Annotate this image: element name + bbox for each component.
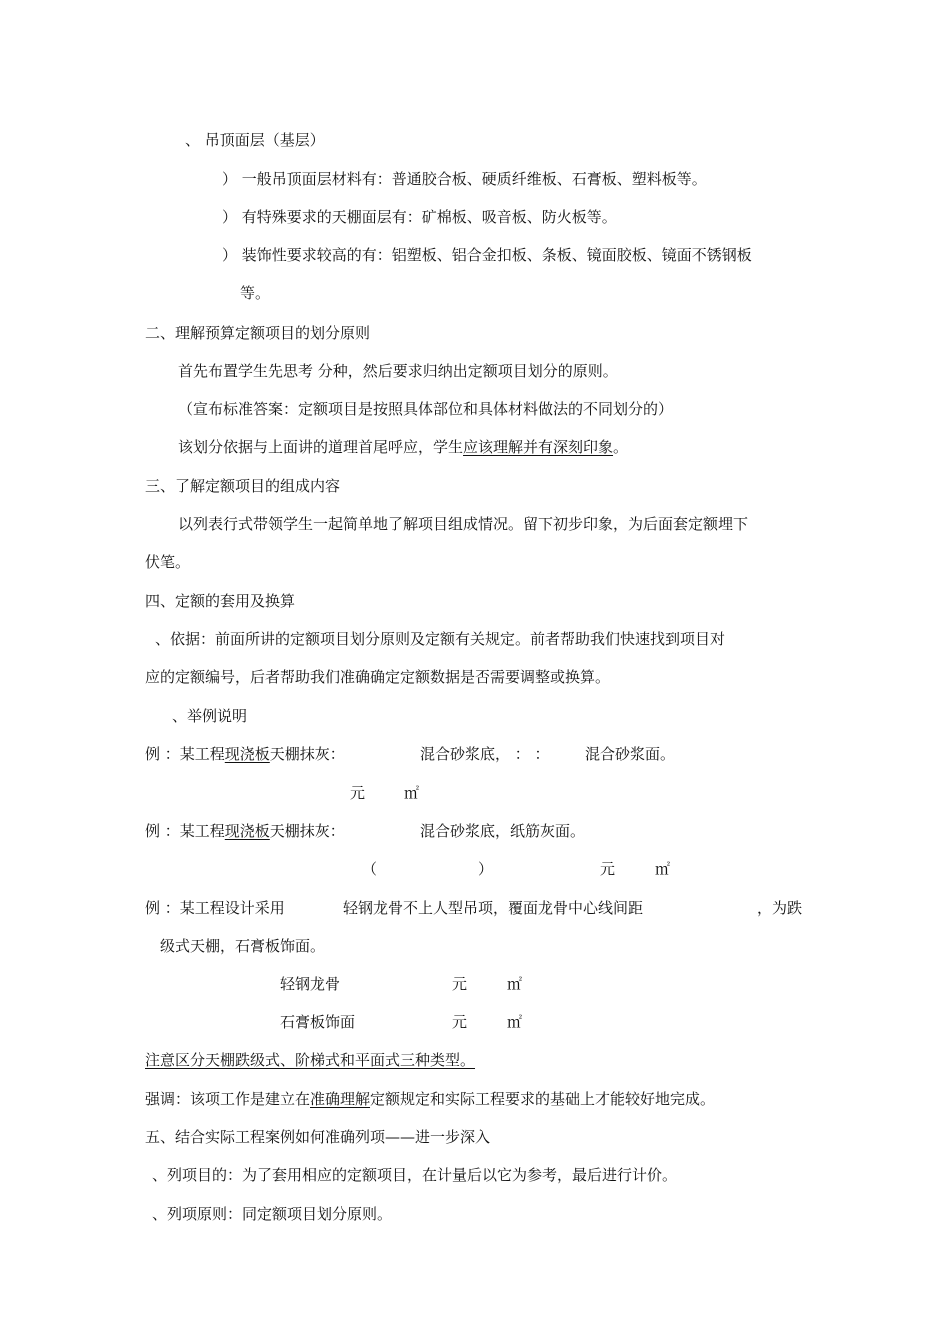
example-3-keel: 轻钢龙骨不上人型吊项，覆面龙骨中心线间距: [343, 899, 644, 917]
paragraph-answer: （宣布标准答案：定额项目是按照具体部位和具体材料做法的不同划分的）: [178, 400, 674, 418]
section-heading-ceiling-surface: 、 吊顶面层（基层）: [185, 131, 325, 149]
example-1-mix: 混合砂浆底， ： ：: [420, 745, 550, 763]
example-1-surface: 混合砂浆面。: [585, 745, 676, 763]
example-3-tail: ，为跌: [757, 899, 803, 917]
underlined-text: 现浇板: [224, 745, 270, 763]
underlined-text: 准确理解: [310, 1090, 371, 1108]
example-2: 例 ：某工程现浇板天棚抹灰：: [145, 822, 345, 840]
paragraph-basis-cont: 应的定额编号，后者帮助我们准确确定定额数据是否需要调整或换算。: [145, 668, 611, 686]
example-3-row1-unit: ㎡: [507, 975, 523, 993]
section-heading-5: 五、结合实际工程案例如何准确列项——进一步深入: [145, 1128, 491, 1146]
paragraph-basis: 、依据：前面所讲的定额项目划分原则及定额有关规定。前者帮助我们快速找到项目对: [155, 630, 726, 648]
paragraph-composition-cont: 伏笔。: [145, 553, 191, 571]
list-item-decorative-materials: ） 装饰性要求较高的有：铝塑板、铝合金扣板、条板、镜面胶板、镜面不锈钢板: [222, 246, 752, 264]
example-2-yuan: 元: [600, 860, 616, 878]
paragraph-purpose: 、列项目的：为了套用相应的定额项目，在计量后以它为参考，最后进行计价。: [152, 1166, 678, 1184]
example-1-unit: ㎡: [404, 784, 420, 802]
example-3-row2-yuan: 元: [452, 1013, 468, 1031]
paragraph-principle: 、列项原则：同定额项目划分原则。: [152, 1205, 393, 1223]
section-heading-4: 四、定额的套用及换算: [145, 592, 296, 610]
example-2-unit: ㎡: [655, 860, 671, 878]
list-item-special-materials: ） 有特殊要求的天棚面层有：矿棉板、吸音板、防火板等。: [222, 208, 617, 226]
example-3-cont: 级式天棚，石膏板饰面。: [160, 937, 326, 955]
example-2-rparen: ）: [478, 860, 494, 878]
example-2-lparen: （: [362, 860, 378, 878]
section-heading-3: 三、了解定额项目的组成内容: [145, 477, 341, 495]
example-2-mix: 混合砂浆底，纸筋灰面。: [420, 822, 586, 840]
list-item-decorative-materials-cont: 等。: [240, 284, 271, 302]
example-3-row1-name: 轻钢龙骨: [280, 975, 341, 993]
example-1-yuan: 元: [350, 784, 366, 802]
paragraph-think: 首先布置学生先思考 分种，然后要求归纳出定额项目划分的原则。: [178, 362, 618, 380]
example-3: 例 ：某工程设计采用: [145, 899, 285, 917]
underlined-text: 应该理解并有深刻印象: [463, 438, 614, 456]
examples-heading: 、举例说明: [172, 707, 248, 725]
section-heading-2: 二、理解预算定额项目的划分原则: [145, 324, 371, 342]
underlined-text: 现浇板: [224, 822, 270, 840]
paragraph-echo: 该划分依据与上面讲的道理首尾呼应，学生应该理解并有深刻印象。: [178, 438, 629, 456]
paragraph-composition: 以列表行式带领学生一起简单地了解项目组成情况。留下初步印象，为后面套定额埋下: [178, 515, 749, 533]
note-underlined: 注意区分天棚跌级式、阶梯式和平面式三种类型。: [145, 1051, 476, 1069]
example-3-row1-yuan: 元: [452, 975, 468, 993]
emphasis-paragraph: 强调：该项工作是建立在准确理解定额规定和实际工程要求的基础上才能较好地完成。: [145, 1090, 716, 1108]
example-1: 例 ：某工程现浇板天棚抹灰：: [145, 745, 345, 763]
list-item-general-materials: ） 一般吊顶面层材料有：普通胶合板、硬质纤维板、石膏板、塑料板等。: [222, 170, 707, 188]
example-3-row2-name: 石膏板饰面: [280, 1013, 356, 1031]
example-3-row2-unit: ㎡: [507, 1013, 523, 1031]
